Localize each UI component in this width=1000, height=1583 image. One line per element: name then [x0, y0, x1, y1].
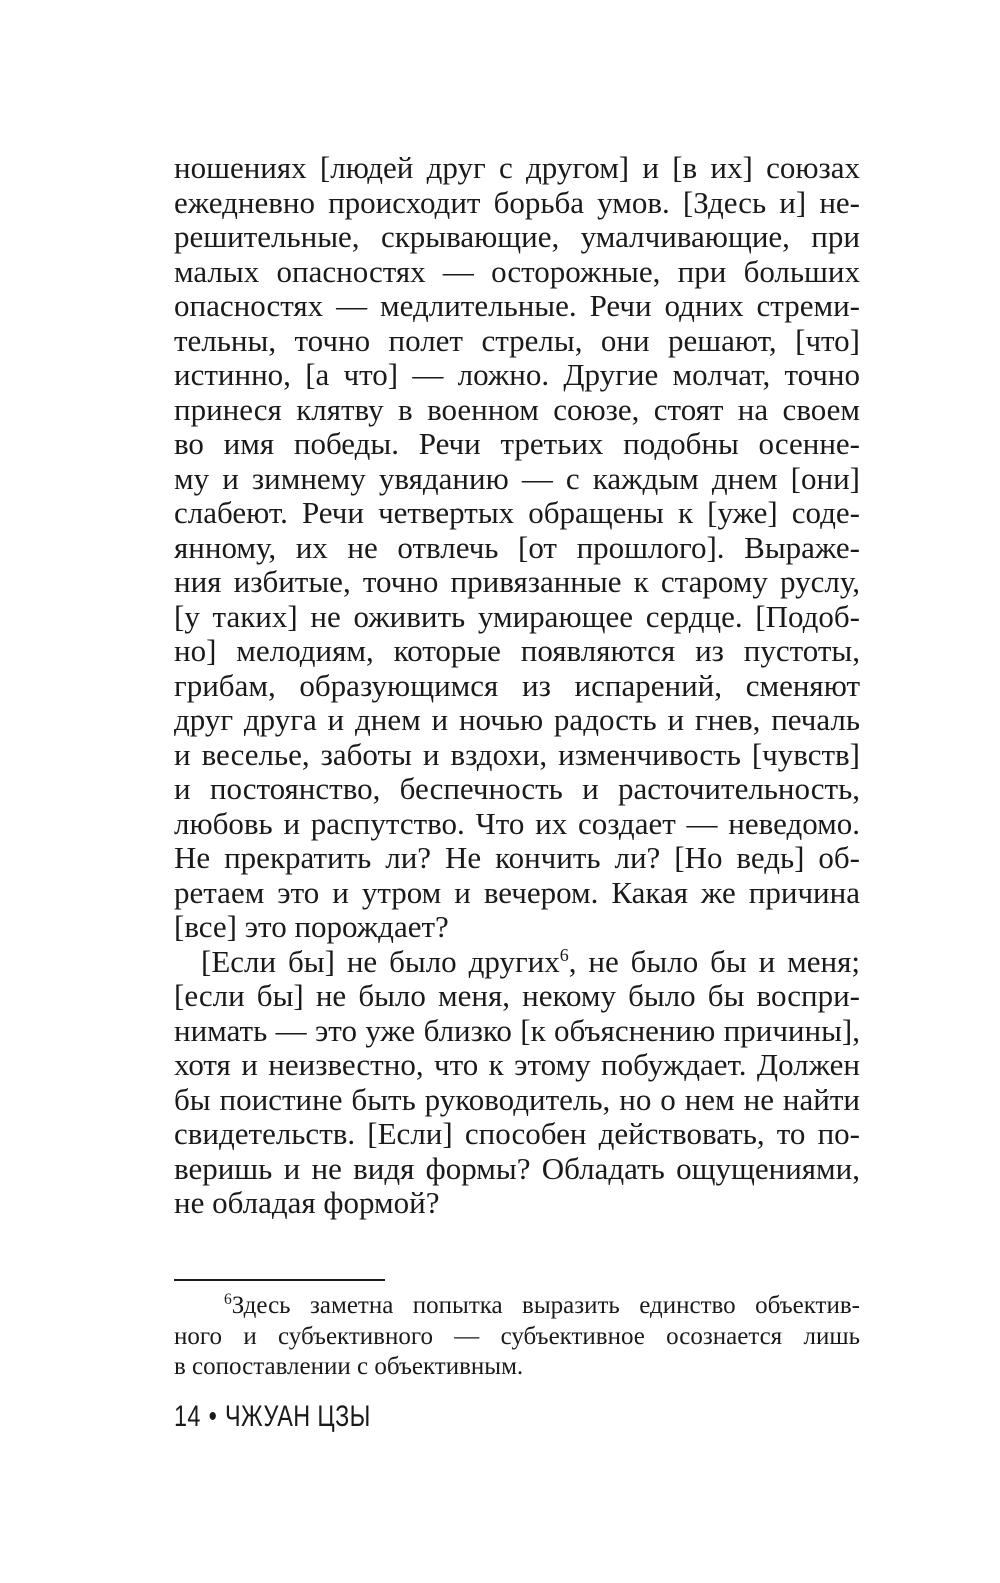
text-line: янному, их не отвлечь [от прошлого]. Выраже-: [174, 529, 860, 565]
text-line: во имя победы. Речи третьих подобны осенне-: [174, 426, 860, 461]
text-line: слабеют. Речи четвертых обращены к [уже] соде-: [174, 495, 860, 530]
footnote-divider: [174, 1279, 385, 1281]
text-line: му и зимнему увяданию — с каждым днем [они]: [174, 460, 860, 496]
footnote: [174, 1291, 860, 1383]
text-line: истинно, [а что] — ложно. Другие молчат, точно: [174, 357, 860, 392]
text-line: [у таких] не оживить умирающее сердце. [Подоб-: [174, 598, 860, 634]
text-line: веришь и не видя формы? Обладать ощущениями,: [174, 1150, 860, 1186]
text-line: решительные, скрывающие, умалчивающие, при: [174, 219, 860, 254]
main-text: [174, 151, 860, 1221]
text-line: и постоянство, беспечность и расточительность,: [174, 771, 860, 806]
footer-separator: •: [208, 1400, 218, 1433]
text-line: ния избитые, точно привязанные к старому руслу,: [174, 564, 860, 599]
text-line: друг друга и днем и ночью радость и гнев, печаль: [174, 702, 860, 737]
running-footer: [174, 1399, 371, 1435]
text-line: и веселье, заботы и вздохи, изменчивость [чувств]: [174, 736, 860, 772]
text-segment: [Если бы] не было других: [201, 943, 560, 979]
paragraph-2: [174, 945, 860, 1221]
footnote-number: 6: [224, 1291, 232, 1309]
text-line: ретаем это и утром и вечером. Какая же причина: [174, 874, 860, 910]
text-line: грибам, образующимся из испарений, сменяют: [174, 667, 860, 703]
text-line: [если бы] не было меня, некому было бы воспри-: [174, 978, 860, 1013]
text-line: ношениях [людей друг с другом] и [в их] союзах: [174, 150, 860, 185]
footnote-reference[interactable]: 6: [559, 945, 569, 966]
footnote-text: Здесь заметна попытка выразить единство объектив-: [231, 1292, 860, 1319]
text-line: свидетельств. [Если] способен действовать, то по-: [174, 1116, 860, 1151]
text-line: Не прекратить ли? Не кончить ли? [Но ведь] об-: [174, 840, 860, 875]
footnote-line: [174, 1291, 860, 1322]
footnote-line: в сопоставлении с объективным.: [174, 1353, 524, 1380]
text-segment: , не было бы и меня;: [568, 943, 860, 979]
book-title: ЧЖУАН ЦЗЫ: [225, 1400, 371, 1433]
text-line: ежедневно происходит борьба умов. [Здесь и] не-: [174, 184, 860, 220]
page-number: 14: [174, 1400, 201, 1433]
paragraph-1: [174, 151, 860, 945]
text-line: любовь и распутство. Что их создает — неведомо.: [174, 805, 860, 841]
text-line: но] мелодиям, которые появляются из пустоты,: [174, 633, 860, 668]
text-line: тельны, точно полет стрелы, они решают, [что]: [174, 322, 860, 358]
text-line: малых опасностях — осторожные, при больших: [174, 253, 860, 289]
text-line: хотя и неизвестно, что к этому побуждает. Должен: [174, 1047, 860, 1082]
text-line: [все] это порождает?: [174, 909, 449, 944]
text-line: бы поистине быть руководитель, но о нем не найти: [174, 1081, 860, 1117]
text-line-with-footnote-ref: [174, 945, 860, 980]
footnote-line: ного и субъективного — субъективное осознается лишь: [174, 1322, 860, 1350]
text-line: принеся клятву в военном союзе, стоят на своем: [174, 391, 860, 427]
text-line: нимать — это уже близко [к объяснению причины],: [174, 1012, 860, 1048]
text-line: опасностях — медлительные. Речи одних стреми-: [174, 288, 860, 323]
text-line: не обладая формой?: [174, 1185, 440, 1220]
